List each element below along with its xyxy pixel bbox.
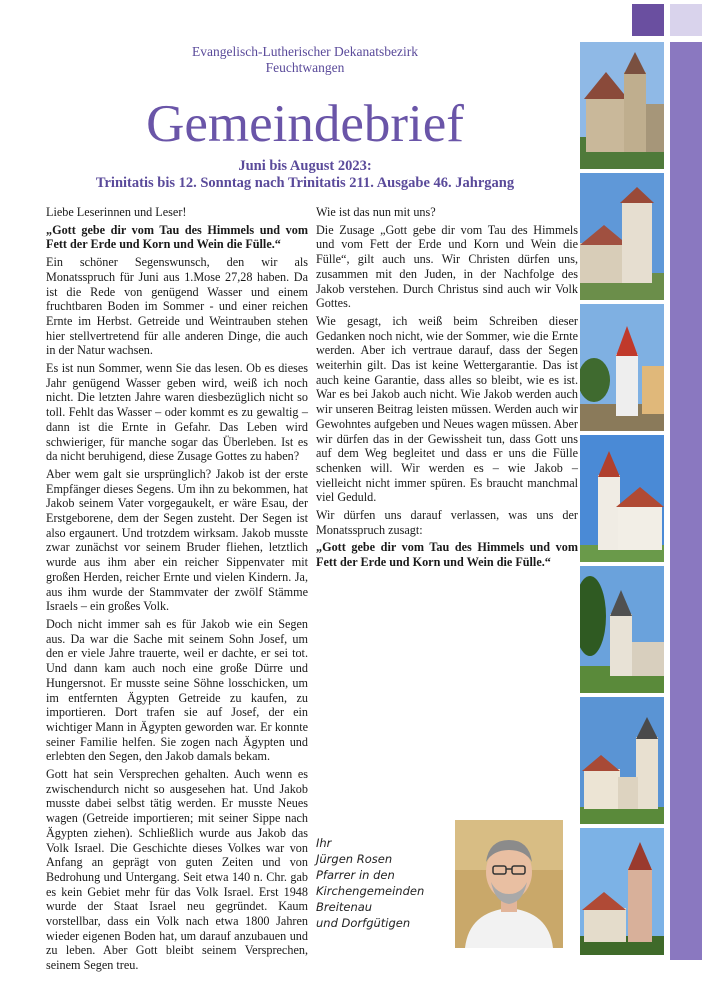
subtitle-line-2: Trinitatis bis 12. Sonntag nach Trinitatis 211. Ausgabe 46. Jahrgang [95,175,515,191]
decor-square-dark [632,4,664,36]
church-photo-7 [580,828,664,955]
church-photo-6 [580,697,664,824]
paragraph-3: Aber wem galt sie ursprünglich? Jakob ist der erste Empfänger dieses Segens. Um ihn zu bekommen, hat Jakob seinem Vater vorgegaukelt, er wäre Esau, der Erstgeborene, dem der Segen zusteht. Der Segen ist also ergaunert. Und trotzdem wirksam. Jakob musste zwar zunächst vor seinem Bruder fliehen, letztlich wurde aus ihm aber ein reicher Sippenvater mit großen Herden, reicher Ernte und vielen Kindern. Ja, aus ihm wurde der Stammvater der zwölf Stämme Israels – ein großes Volk. [46,466,308,614]
paragraph-7: Die Zusage „Gott gebe dir vom Tau des Himmels und vom Fett der Erde und Korn und Wein die Fülle“, gilt auch uns. Wir Christen dürfen uns, zusammen mit den Juden, in der Nachfolge des Jakob verstehen. Durch Christus sind auch wir Volk Gottes. [316,222,578,311]
greeting: Liebe Leserinnen und Leser! [46,205,187,219]
article-column-right [316,205,578,573]
signature-line-2: Jürgen Rosen [316,852,393,866]
decor-vertical-bar [670,42,702,960]
signature [316,835,424,931]
church-photo-strip [580,42,664,960]
article-column-left [46,205,308,976]
church-photo-3 [580,304,664,431]
church-photo-4 [580,435,664,562]
org-line-1: Evangelisch-Lutherischer Dekanatsbezirk [191,44,419,59]
quote-bold-end: „Gott gebe dir vom Tau des Himmels und vom Fett der Erde und Korn und Wein die Fülle.“ [316,540,578,570]
signature-line-5: Breitenau [316,900,373,914]
signature-line-6: und Dorfgütigen [316,916,411,930]
church-photo-5 [580,566,664,693]
organization-name [40,44,570,76]
paragraph-1: Ein schöner Segenswunsch, den wir als Monatsspruch für Juni aus 1.Mose 27,28 haben. Da ist die Rede von genügend Wasser und einem fruchtbaren Boden im Sommer - und einer reichen Ernte im Herbst. Getreide und Weintrauben stehen hier stellvertretend für alle anderen Dinge, die auch in der Natur wachsen. [46,255,308,358]
signature-line-4: Kirchengemeinden [316,884,425,898]
quote-bold: „Gott gebe dir vom Tau des Himmels und vom Fett der Erde und Korn und Wein die Fülle.“ [46,222,308,252]
page-title: Gemeindebrief [146,95,464,153]
signature-line-1: Ihr [316,836,332,850]
church-photo-2 [580,173,664,300]
paragraph-4: Doch nicht immer sah es für Jakob wie ein Segen aus. Da war die Sache mit seinem Sohn Josef, um den er viele Jahre trauerte, weil er dachte, er sei tot. Und dann kam auch noch eine große Dürre und Hungersnot. Er musste seine Söhne losschicken, um im entfernten Ägypten Getreide zu kaufen, zu importieren. Dort trafen sie auf Josef, der ein wichtiger Mann in Ägypten geworden war. Er konnte seiner Familie helfen. Sie zogen nach Ägypten und erlebten den Segen, den Jakob damals bekam. [46,616,308,764]
issue-subtitle [40,158,570,192]
paragraph-9: Wir dürfen uns darauf verlassen, was uns der Monatsspruch zusagt: [316,508,578,537]
signature-line-3: Pfarrer in den [316,868,395,882]
church-photo-1 [580,42,664,169]
org-line-2: Feuchtwangen [265,60,345,75]
subtitle-line-1: Juni bis August 2023: [238,158,372,174]
paragraph-5: Gott hat sein Versprechen gehalten. Auch wenn es zwischendurch nicht so ausgesehen hat. Und Jakob musste dabei selbst tätig werden. Er musste Neues wagen (Getreide importieren; mit seiner Sippe nach Ägypten ziehen). Schließlich wurde aus Jakob das Volk Israel. Die Geschichte dieses Volkes war von Anfang an geprägt von guten Zeiten und von Bedrohung und Untergang. Seit etwa 140 n. Chr. gab es kein Gebiet mehr für das Volk Israel. Erst 1948 wurde der Staat Israel neu gegründet. Kaum vorstellbar, dass ein Volk nach etwa 1800 Jahren wieder eigenen Boden hat, um darauf anzubauen und zu leben. Aber Gott bleibt seinem Versprechen, seinem Segen treu. [46,767,308,973]
paragraph-2: Es ist nun Sommer, wenn Sie das lesen. Ob es dieses Jahr genügend Wasser geben wird, weiß ich noch nicht. Die letzten Jahre waren diesbezüglich nicht so toll. Fehlt das Wasser – oder kommt es zu gewaltig – dann ist die Ernte in Gefahr. Das Leben wird schwieriger, für manche sogar das Überleben. Ist es da nicht beruhigend, diese Zusage Gottes zu haben? [46,361,308,464]
paragraph-6: Wie ist das nun mit uns? [316,205,436,219]
decor-square-light [670,4,702,36]
paragraph-8: Wie gesagt, ich weiß beim Schreiben dieser Gedanken noch nicht, wie der Sommer, wie die Ernte werden. Aber ich vertraue darauf, dass der Segen weiterhin gilt. Das ist keine Wettergarantie. Das ist auch keine Garantie, dass alles so bleibt, wie es ist. War es bei Jakob auch nicht. Wie Jakob werden auch wir unseren Beitrag leisten müssen. Werden auch wir Gewohntes aufgeben und Neues wagen müssen. Aber wir dürfen das in der Gewissheit tun, dass Gott uns auf dem Weg begleitet und dass er uns die Fülle schenken will. Wir werden es – wie Jakob – vielleicht nicht immer spüren. Es braucht manchmal viel Geduld. [316,313,578,505]
author-portrait [455,820,563,948]
